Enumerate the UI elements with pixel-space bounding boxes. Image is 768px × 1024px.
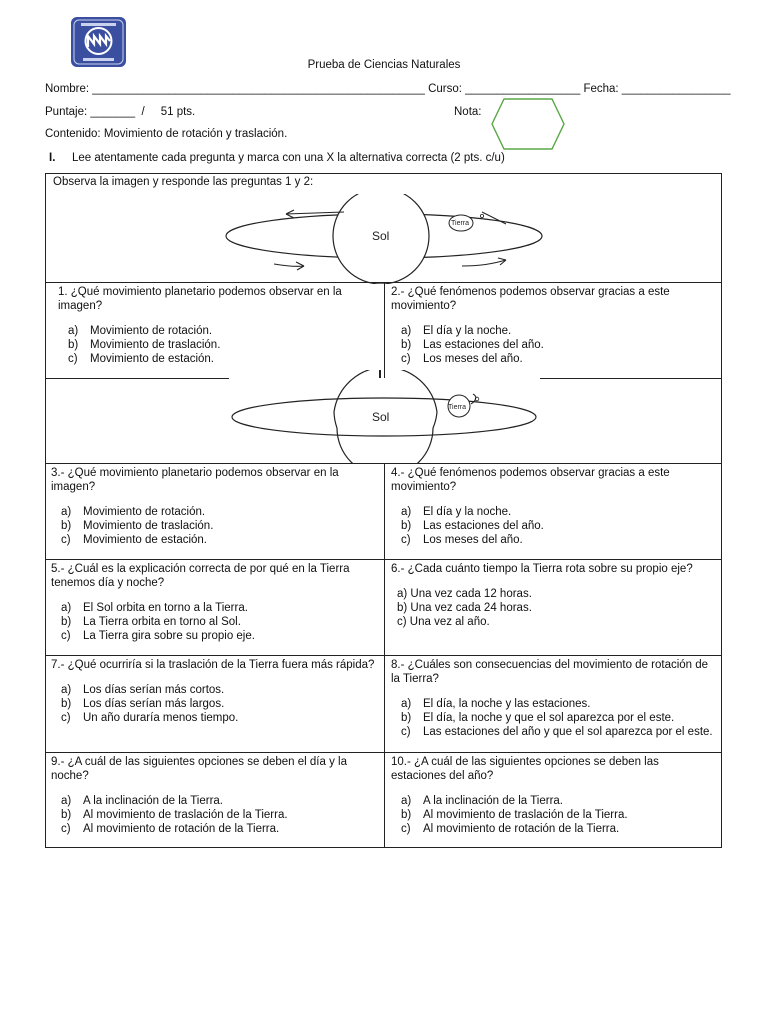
option-7c[interactable]: c) Un año duraría menos tiempo. <box>61 712 239 724</box>
rotation-diagram <box>229 370 539 464</box>
option-2c[interactable]: c) Los meses del año. <box>401 353 523 365</box>
option-7a[interactable]: a) Los días serían más cortos. <box>61 684 225 696</box>
option-1c[interactable]: c) Movimiento de estación. <box>68 353 215 365</box>
option-10b[interactable]: b) Al movimiento de traslación de la Tierra. <box>401 809 628 821</box>
question-9: 9.- ¿A cuál de las siguientes opciones se deben el día y la noche? a) A la inclinación de la Tierra. b) Al movimiento de traslación de la Tierra. c) Al movimiento de rotación de la Tierra. <box>51 755 379 836</box>
option-5c[interactable]: c) La Tierra gira sobre su propio eje. <box>61 630 255 642</box>
option-10c[interactable]: c) Al movimiento de rotación de la Tierra. <box>401 823 620 835</box>
option-2a[interactable]: a) El día y la noche. <box>401 325 512 337</box>
content-line: Contenido: Movimiento de rotación y traslación. <box>45 128 288 140</box>
question-10: 10.- ¿A cuál de las siguientes opciones se deben las estaciones del año? a) A la inclinación de la Tierra. b) Al movimiento de traslación de la Tierra. c) Al movimiento de rotación de la Tierra. <box>391 755 716 836</box>
option-7b[interactable]: b) Los días serían más largos. <box>61 698 225 710</box>
option-5a[interactable]: a) El Sol orbita en torno a la Tierra. <box>61 602 248 614</box>
option-4b[interactable]: b) Las estaciones del año. <box>401 520 544 532</box>
option-9a[interactable]: a) A la inclinación de la Tierra. <box>61 795 223 807</box>
grade-label: Nota: <box>454 106 482 118</box>
option-5b[interactable]: b) La Tierra orbita en torno al Sol. <box>61 616 241 628</box>
option-4c[interactable]: c) Los meses del año. <box>401 534 523 546</box>
option-3c[interactable]: c) Movimiento de estación. <box>61 534 208 546</box>
option-1b[interactable]: b) Movimiento de traslación. <box>68 339 221 351</box>
instruction-text: Lee atentamente cada pregunta y marca con una X la alternativa correcta (2 pts. c/u) <box>72 152 505 164</box>
option-6a[interactable]: a) Una vez cada 12 horas. <box>397 588 532 600</box>
option-9b[interactable]: b) Al movimiento de traslación de la Tierra. <box>61 809 288 821</box>
option-3b[interactable]: b) Movimiento de traslación. <box>61 520 214 532</box>
grade-hexagon[interactable] <box>490 98 566 150</box>
option-8c[interactable]: c) Las estaciones del año y que el sol aparezca por el este. <box>401 726 713 738</box>
option-1a[interactable]: a) Movimiento de rotación. <box>68 325 213 337</box>
question-2: 2.- ¿Qué fenómenos podemos observar gracias a este movimiento? a) El día y la noche. b) Las estaciones del año. c) Los meses del año. <box>391 285 716 366</box>
sun-label: Sol <box>372 410 390 424</box>
instruction-number: I. <box>49 152 56 164</box>
option-8b[interactable]: b) El día, la noche y que el sol aparezca por el este. <box>401 712 675 724</box>
option-6b[interactable]: b) Una vez cada 24 horas. <box>397 602 532 614</box>
option-4a[interactable]: a) El día y la noche. <box>401 506 512 518</box>
question-3: 3.- ¿Qué movimiento planetario podemos observar en la imagen? a) Movimiento de rotación. b) Movimiento de traslación. c) Movimiento de estación. <box>51 466 379 547</box>
questions-table <box>45 173 722 848</box>
question-1: 1. ¿Qué movimiento planetario podemos observar en la imagen? a) Movimiento de rotación. b) Movimiento de traslación. c) Movimiento de estación. <box>58 285 378 366</box>
orbit-arrow <box>482 212 506 224</box>
earth-label: Tierra <box>451 220 470 227</box>
translation-diagram <box>224 194 544 284</box>
question-4: 4.- ¿Qué fenómenos podemos observar gracias a este movimiento? a) El día y la noche. b) Las estaciones del año. c) Los meses del año. <box>391 466 716 547</box>
question-8: 8.- ¿Cuáles son consecuencias del movimiento de rotación de la Tierra? a) El día, la noche y las estaciones. b) El día, la noche y que el sol aparezca por el este. c) Las estaciones del año y que el sol aparezca por el este. <box>391 658 719 739</box>
earth-label: Tierra <box>448 404 467 411</box>
option-3a[interactable]: a) Movimiento de rotación. <box>61 506 206 518</box>
option-8a[interactable]: a) El día, la noche y las estaciones. <box>401 698 591 710</box>
option-2b[interactable]: b) Las estaciones del año. <box>401 339 544 351</box>
option-9c[interactable]: c) Al movimiento de rotación de la Tierra. <box>61 823 280 835</box>
diagram-caption: Observa la imagen y responde las preguntas 1 y 2: <box>53 176 314 188</box>
question-7: 7.- ¿Qué ocurriría si la traslación de la Tierra fuera más rápida? a) Los días serían más cortos. b) Los días serían más largos. c) Un año duraría menos tiempo. <box>51 658 379 725</box>
student-info-line[interactable]: Nombre: ____________________________________________________ Curso: __________________ Fecha: _________________ <box>45 83 731 95</box>
score-line[interactable]: Puntaje: _______ / 51 pts. <box>45 106 196 118</box>
option-10a[interactable]: a) A la inclinación de la Tierra. <box>401 795 563 807</box>
question-5: 5.- ¿Cuál es la explicación correcta de por qué en la Tierra tenemos día y noche? a) El Sol orbita en torno a la Tierra. b) La Tierra orbita en torno al Sol. c) La Tierra gira sobre su propio eje. <box>51 562 379 643</box>
sun-label: Sol <box>372 229 390 243</box>
exam-title: Prueba de Ciencias Naturales <box>307 59 461 71</box>
option-6c[interactable]: c) Una vez al año. <box>397 616 490 628</box>
question-6: 6.- ¿Cada cuánto tiempo la Tierra rota sobre su propio eje? a) Una vez cada 12 horas. b) Una vez cada 24 horas. c) Una vez al año. <box>391 562 716 629</box>
